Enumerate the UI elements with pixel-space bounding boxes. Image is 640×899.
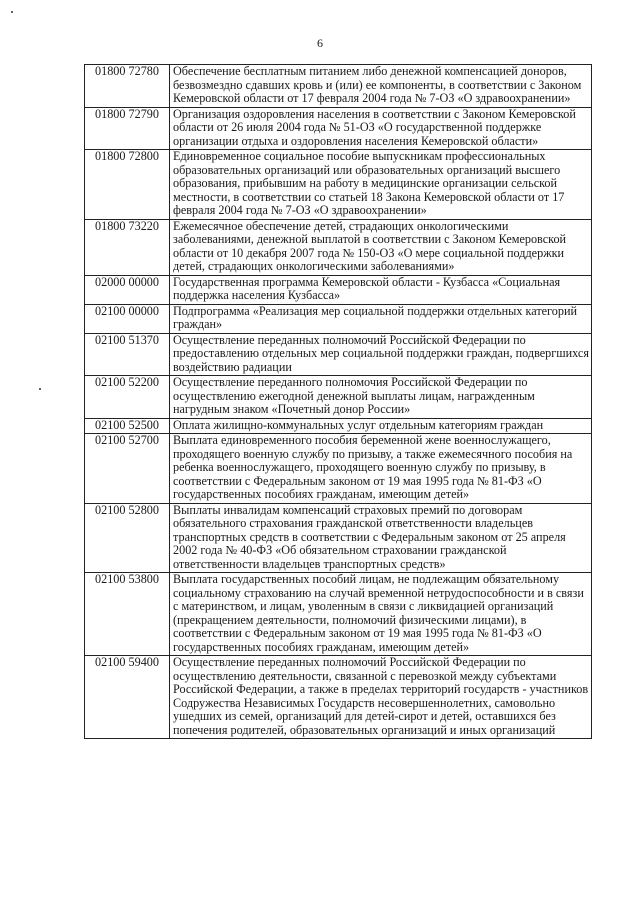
target-article-description: Единовременное социальное пособие выпускникам профессиональных образовательных организаций или образовательных организаций высшего образования, прибывшим на работу в медицинские организации сельской местности, в соответствии со статьей 18 Закона Кемеровской области от 17 февраля 2004 года № 7-ОЗ «О здравоохранении» [170,150,592,220]
target-article-description: Оплата жилищно-коммунальных услуг отдельным категориям граждан [170,418,592,434]
target-article-description: Выплата единовременного пособия беременной жене военнослужащего, проходящего военную службу по призыву, а также ежемесячного пособия на ребенка военнослужащего, проходящего военную службу по призыву, в соответствии с Федеральным законом от 19 мая 1995 года № 81-ФЗ «О государственных пособиях гражданам, имеющим детей» [170,434,592,504]
page-number: 6 [317,36,323,50]
table-row [85,333,592,376]
target-article-description: Организация оздоровления населения в соответствии с Законом Кемеровской области от 26 июля 2004 года № 51-ОЗ «О государственной поддержке организации отдыха и оздоровления населения Кемеровской области» [170,107,592,150]
scan-speck-left [39,388,41,390]
target-article-description: Государственная программа Кемеровской области - Кузбасса «Социальная поддержка населения Кузбасса» [170,275,592,304]
table-row [85,65,592,108]
target-article-code: 01800 72800 [85,150,170,220]
target-article-code: 01800 72790 [85,107,170,150]
target-article-code: 02100 59400 [85,656,170,739]
target-article-description: Обеспечение бесплатным питанием либо денежной компенсацией доноров, безвозмездно сдавших кровь и (или) ее компоненты, в соответствии с Законом Кемеровской области от 17 февраля 2004 года № 7-ОЗ «О здравоохранении» [170,65,592,108]
table-row [85,573,592,656]
target-article-code: 02100 00000 [85,304,170,333]
target-article-description: Осуществление переданного полномочия Российской Федерации по осуществлению ежегодной денежной выплаты лицам, награжденным нагрудным знаком «Почетный донор России» [170,376,592,419]
target-article-description: Осуществление переданных полномочий Российской Федерации по предоставлению отдельных мер социальной поддержки граждан, подвергшихся воздействию радиации [170,333,592,376]
target-article-description: Выплаты инвалидам компенсаций страховых премий по договорам обязательного страхования гражданской ответственности владельцев транспортных средств в соответствии с Федеральным законом от 25 апреля 2002 года № 40-ФЗ «Об обязательном страховании гражданской ответственности владельцев транспортных средств» [170,503,592,573]
table-row [85,376,592,419]
table-row [85,304,592,333]
table-row [85,150,592,220]
target-article-code: 02100 52800 [85,503,170,573]
target-article-code: 02100 52200 [85,376,170,419]
table-row [85,275,592,304]
target-article-code: 02100 52700 [85,434,170,504]
table-row [85,434,592,504]
target-article-code: 01800 73220 [85,219,170,275]
target-article-code: 02100 53800 [85,573,170,656]
target-article-description: Ежемесячное обеспечение детей, страдающих онкологическими заболеваниями, денежной выплатой в соответствии с Законом Кемеровской области от 10 декабря 2007 года № 150-ОЗ «О мере социальной поддержки детей, страдающих онкологическими заболеваниями» [170,219,592,275]
table-row [85,107,592,150]
target-article-description: Осуществление переданных полномочий Российской Федерации по осуществлению деятельности, связанной с перевозкой между субъектами Российской Федерации, а также в пределах территорий государств - участников Содружества Независимых Государств несовершеннолетних, самовольно ушедших из семей, организаций для детей-сирот и детей, оставшихся без попечения родителей, образовательных организаций и иных организаций [170,656,592,739]
table-row [85,656,592,739]
budget-classification-table [84,64,592,739]
target-article-description: Выплата государственных пособий лицам, не подлежащим обязательному социальному страхованию на случай временной нетрудоспособности и в связи с материнством, и лицам, уволенным в связи с ликвидацией организаций (прекращением деятельности, полномочий физическими лицами), в соответствии с Федеральным законом от 19 мая 1995 года № 81-ФЗ «О государственных пособиях гражданам, имеющим детей» [170,573,592,656]
target-article-code: 01800 72780 [85,65,170,108]
table-row [85,503,592,573]
target-article-code: 02100 51370 [85,333,170,376]
target-article-description: Подпрограмма «Реализация мер социальной поддержки отдельных категорий граждан» [170,304,592,333]
target-article-code: 02100 52500 [85,418,170,434]
target-article-code: 02000 00000 [85,275,170,304]
scan-speck-top [11,11,13,13]
table-row [85,219,592,275]
table-row [85,418,592,434]
